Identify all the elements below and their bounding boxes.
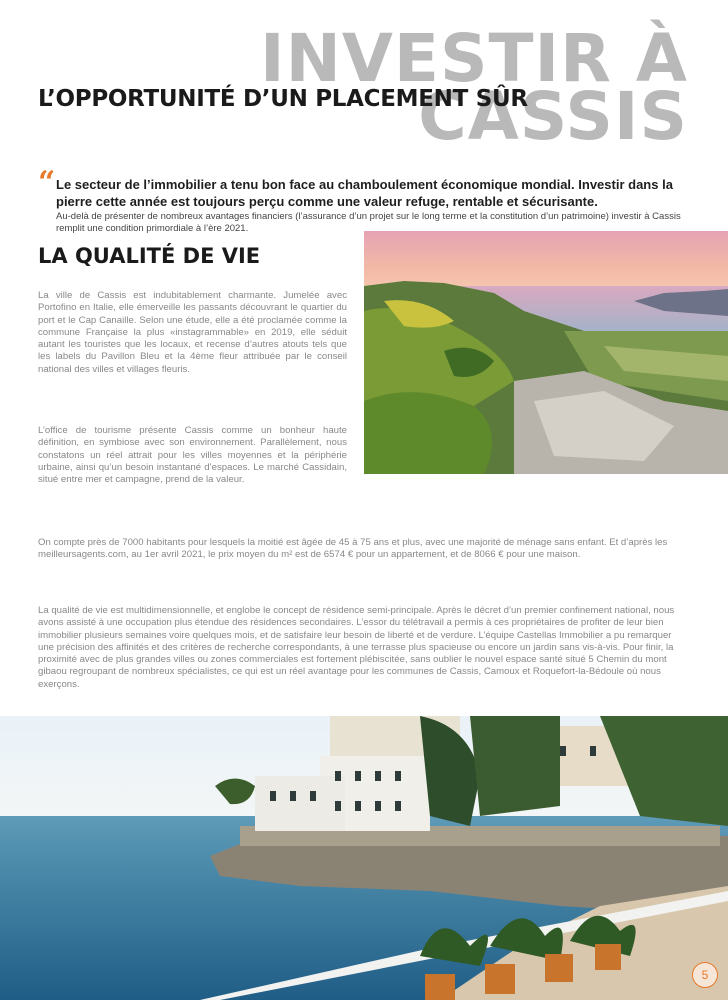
paragraph-4: La qualité de vie est multidimensionnelle, et englobe le concept de résidence semi-principale. Après le décret d’un premier confinement national, nous avons assisté à une occupation plus étendue des résidences secondaires. L’essor du télétravail a permis à ces propriétaires de profiter de leur bien immobilier plusieurs semaines voire quelques mois, et de satisfaire leur besoin de liberté et de verdure. L’équipe Castellas Immobilier a pu remarquer une précision des affinités et des critères de recherche correspondants, à une terrasse plus spacieuse ou encore un jardin sans vis-à-vis. Pour finir, la proximité avec de plus grandes villes ou zones commerciales est fortement plébiscitée, sans oublier le nouvel espace santé situé 5 Chemin du mont gibaou regroupant de nombreux spécialistes, ce qui est un réel avantage pour les communes de Cassis, Camoux et Roquefort-la-Bédoule où nous exerçons.: [38, 605, 675, 690]
lead-subparagraph: Au-delà de présenter de nombreux avantages financiers (l’assurance d’un projet sur le long terme et la constitution d’un patrimoine) investir à Cassis remplit une condition primordiale à l’ère 2021.: [56, 211, 681, 234]
big-title-line2: CASSIS: [418, 78, 688, 155]
paragraph-1: La ville de Cassis est indubitablement charmante. Jumelée avec Portofino en Italie, elle émerveille les passants découvrant le quartier du port et le Cap Canaille. Selon une étude, elle a été proclamée comme la commune Française la plus «instagrammable» en 2019, elle séduit autant les touristes que les locaux, et recense d’autres atouts tels que les labels du Pavillon Bleu et la 4ème fleur attribuée par le conseil national des villes et villages fleuris.: [38, 290, 347, 375]
section-title: LA QUALITÉ DE VIE: [38, 244, 261, 268]
paragraph-2: L’office de tourisme présente Cassis comme un bonheur haute définition, en symbiose avec son environnement. Parallèlement, nous constatons un réel attrait pour les villes moyennes et la périphérie urbaine, ainsi qu’un besoin instantané d’espaces. Le marché Cassidain, situé entre mer et campagne, prend de la valeur.: [38, 425, 347, 486]
villa-photo: [0, 716, 728, 1000]
page-number: 5: [692, 962, 718, 988]
lead-paragraph: Le secteur de l’immobilier a tenu bon face au chamboulement économique mondial. Investir dans la pierre cette année est toujours perçu comme une valeur refuge, rentable et sécurisante.: [56, 177, 673, 209]
quote-icon: “: [38, 165, 56, 200]
big-title-line1: INVESTIR À: [260, 20, 688, 97]
headline: L’OPPORTUNITÉ D’UN PLACEMENT SÛR: [38, 86, 528, 112]
paragraph-3: On compte près de 7000 habitants pour lesquels la moitié est âgée de 45 à 75 ans et plus, avec une majorité de ménage sans enfant. Et d’après les meilleursagents.com, au 1er avril 2021, le prix moyen du m² est de 6574 € pour un appartement, et de 8066 € pour une maison.: [38, 537, 668, 561]
landscape-photo: [364, 231, 728, 474]
